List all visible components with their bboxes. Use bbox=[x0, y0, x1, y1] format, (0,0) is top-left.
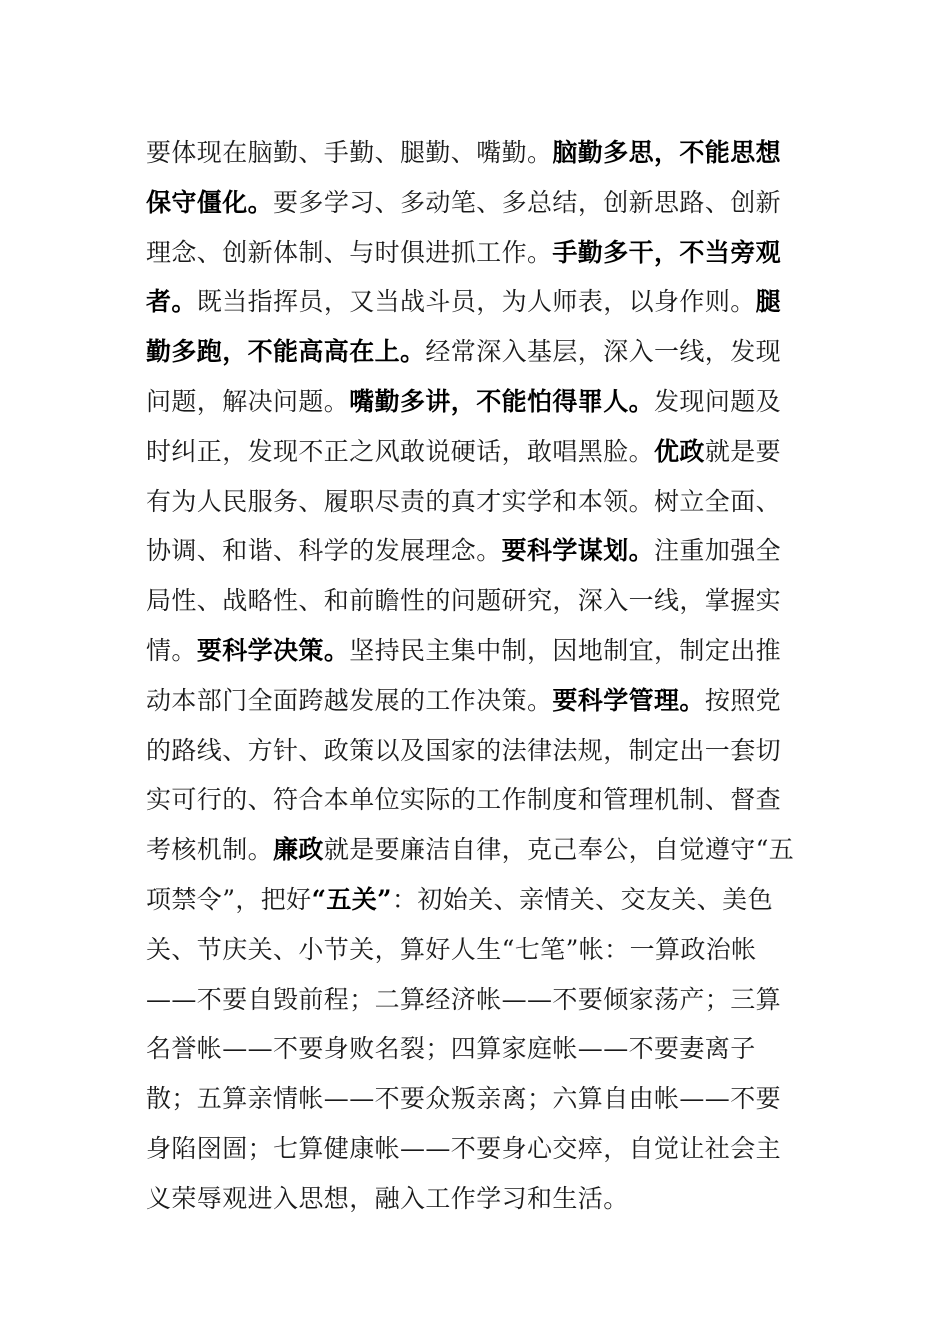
bold-text-run: 要科学谋划。 bbox=[501, 536, 655, 566]
bold-text-run: 廉政 bbox=[273, 835, 324, 865]
text-run: 坚持民主集中制，因地制宜，制定出推动本部门全面跨越发展的工作决策。 bbox=[146, 635, 782, 715]
text-run: ：初始关、亲情关、交友关、美色关、节庆关、小节关，算好人生“七笔”帐：一算政治帐——不要自毁前程；二算经济帐——不要倾家荡产；三算名誉帐——不要身败名裂；四算家庭帐——不要妻离子散；五算亲情帐——不要众叛亲离；六算自由帐——不要身陷囹圄；七算健康帐——不要身心交瘁，自觉让社会主义荣辱观进入思想，融入工作学习和生活。 bbox=[146, 884, 782, 1213]
text-run: 经常深入基层，深入一线，发现问题，解决问题。 bbox=[146, 337, 782, 416]
text-run: 要多学习、多动笔、多总结，创新思路、创新理念、创新体制、与时俱进抓工作。 bbox=[146, 187, 782, 267]
text-run: 既当指挥员，又当战斗员，为人师表，以身作则。 bbox=[196, 287, 756, 317]
body-paragraph bbox=[146, 128, 796, 1224]
bold-text-run: 脑勤多思，不能思想保守僵化。 bbox=[146, 138, 782, 217]
bold-text-run: 腿勤多跑，不能高高在上。 bbox=[146, 287, 782, 367]
bold-text-run: “五关” bbox=[311, 884, 392, 914]
bold-text-run: 要科学管理。 bbox=[552, 685, 705, 715]
bold-text-run: 优政 bbox=[654, 436, 705, 466]
text-run: 按照党的路线、方针、政策以及国家的法律法规，制定出一套切实可行的、符合本单位实际的工作制度和管理机制、督查考核机制。 bbox=[146, 685, 782, 865]
bold-text-run: 嘴勤多讲，不能怕得罪人。 bbox=[349, 386, 655, 416]
text-run: 就是要有为人民服务、履职尽责的真才实学和本领。树立全面、协调、和谐、科学的发展理念。 bbox=[146, 436, 782, 566]
text-run: 就是要廉洁自律，克己奉公，自觉遵守“五项禁令”，把好 bbox=[146, 835, 795, 914]
text-run: 要体现在脑勤、手勤、腿勤、嘴勤。 bbox=[146, 138, 553, 167]
text-run: 注重加强全局性、战略性、和前瞻性的问题研究，深入一线，掌握实情。 bbox=[146, 536, 782, 665]
bold-text-run: 要科学决策。 bbox=[196, 635, 350, 665]
bold-text-run: 手勤多干，不当旁观者。 bbox=[146, 237, 782, 317]
text-run: 发现问题及时纠正，发现不正之风敢说硬话，敢唱黑脸。 bbox=[146, 386, 782, 466]
